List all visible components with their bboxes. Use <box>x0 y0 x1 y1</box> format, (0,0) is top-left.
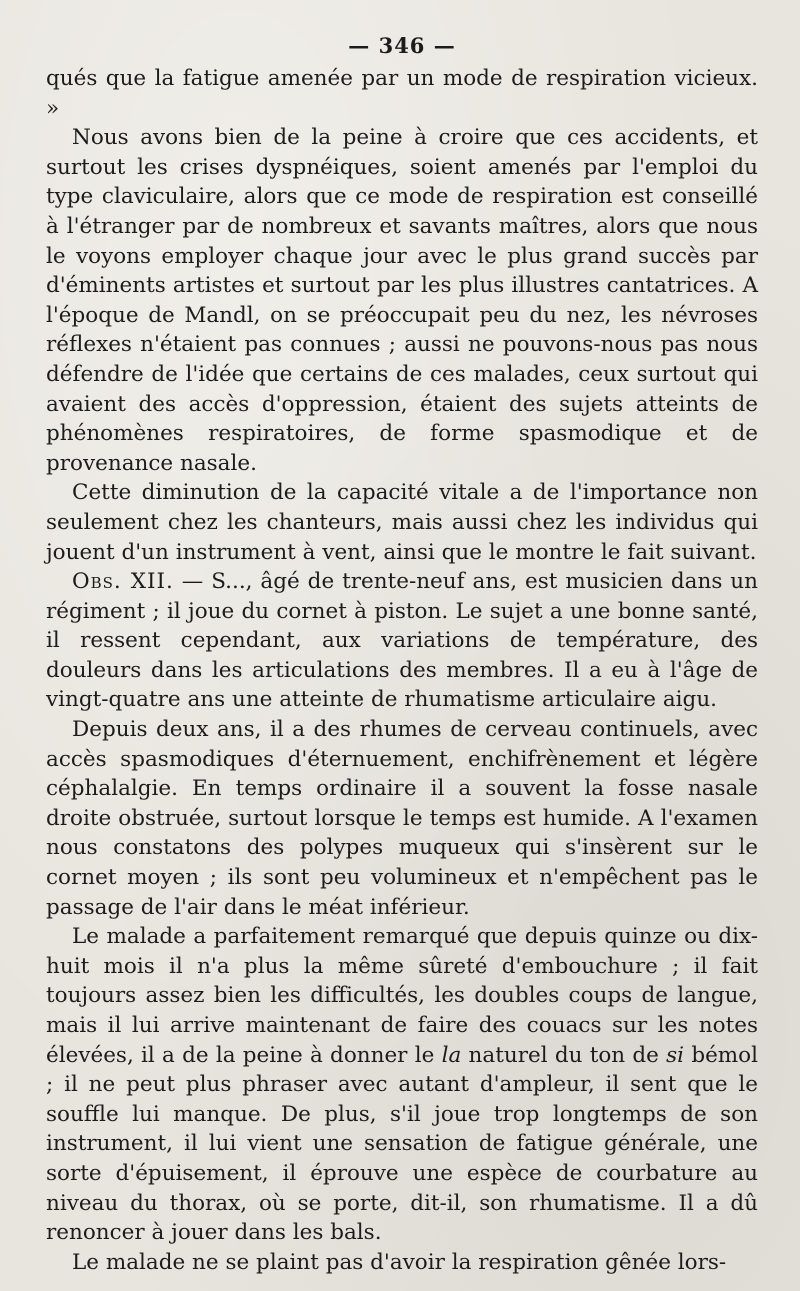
paragraph-1: qués que la fatigue amenée par un mode de respiration vicieux. » <box>46 66 758 121</box>
page-number: — 346 — <box>348 33 456 58</box>
paragraph-6-part-2: naturel du ton de <box>468 1042 659 1068</box>
paragraph-3: Cette diminution de la capacité vitale a de l'importance non seulement chez les chanteurs, mais aussi chez les individus qui jouent d'un instrument à vent, ainsi que le montre le fait suivant. <box>46 480 758 565</box>
paragraph-6 <box>46 922 758 1248</box>
paragraph-observation <box>46 567 758 715</box>
paragraph-6-part-1: Le malade a parfaitement remarqué que depuis quinze ou dix-huit mois il n'a plus la même sûreté d'embouchure ; il fait toujours assez bien les difficultés, les doubles coups de langue, mais il lui arrive maintenant de faire des couacs sur les notes élevées, il a de la peine à donner le <box>46 924 758 1068</box>
note-la: la <box>441 1042 462 1068</box>
note-si: si <box>666 1042 685 1068</box>
observation-text: — S..., âgé de trente-neuf ans, est musicien dans un régiment ; il joue du cornet à piston. Le sujet a une bonne santé, il ressent cependant, aux variations de température, des douleurs dans les articulations des membres. Il a eu à l'âge de vingt-quatre ans une atteinte de rhumatisme articulaire aigu. <box>46 569 758 713</box>
body-text <box>46 64 758 1277</box>
observation-label: Obs. XII. <box>72 569 174 595</box>
paragraph-6-part-3: bémol ; il ne peut plus phraser avec autant d'ampleur, il sent que le souffle lui manque. De plus, s'il joue trop longtemps de son instrument, il lui vient une sensation de fatigue générale, une sorte d'épuisement, il éprouve une espèce de courbature au niveau du thorax, où se porte, dit-il, son rhumatisme. Il a dû renoncer à jouer dans les bals. <box>46 1042 759 1246</box>
paragraph-5: Depuis deux ans, il a des rhumes de cerveau continuels, avec accès spasmodiques d'éternuement, enchifrènement et légère céphalalgie. En temps ordinaire il a souvent la fosse nasale droite obstruée, surtout lorsque le temps est humide. A l'examen nous constatons des polypes muqueux qui s'insèrent sur le cornet moyen ; ils sont peu volumineux et n'empêchent pas le passage de l'air dans le méat inférieur. <box>46 717 758 920</box>
paragraph-2: Nous avons bien de la peine à croire que ces accidents, et surtout les crises dyspnéiques, soient amenés par l'emploi du type claviculaire, alors que ce mode de respiration est conseillé à l'étranger par de nombreux et savants maîtres, alors que nous le voyons employer chaque jour avec le plus grand succès par d'éminents artistes et surtout par les plus illustres cantatrices. A l'époque de Mandl, on se préoccupait peu du nez, les névroses réflexes n'étaient pas connues ; aussi ne pouvons-nous pas nous défendre de l'idée que certains de ces malades, ceux surtout qui avaient des accès d'oppression, étaient des sujets atteints de phénomènes respiratoires, de forme spasmodique et de provenance nasale. <box>46 125 758 476</box>
paragraph-7: Le malade ne se plaint pas d'avoir la respiration gênée lors- <box>72 1249 727 1275</box>
